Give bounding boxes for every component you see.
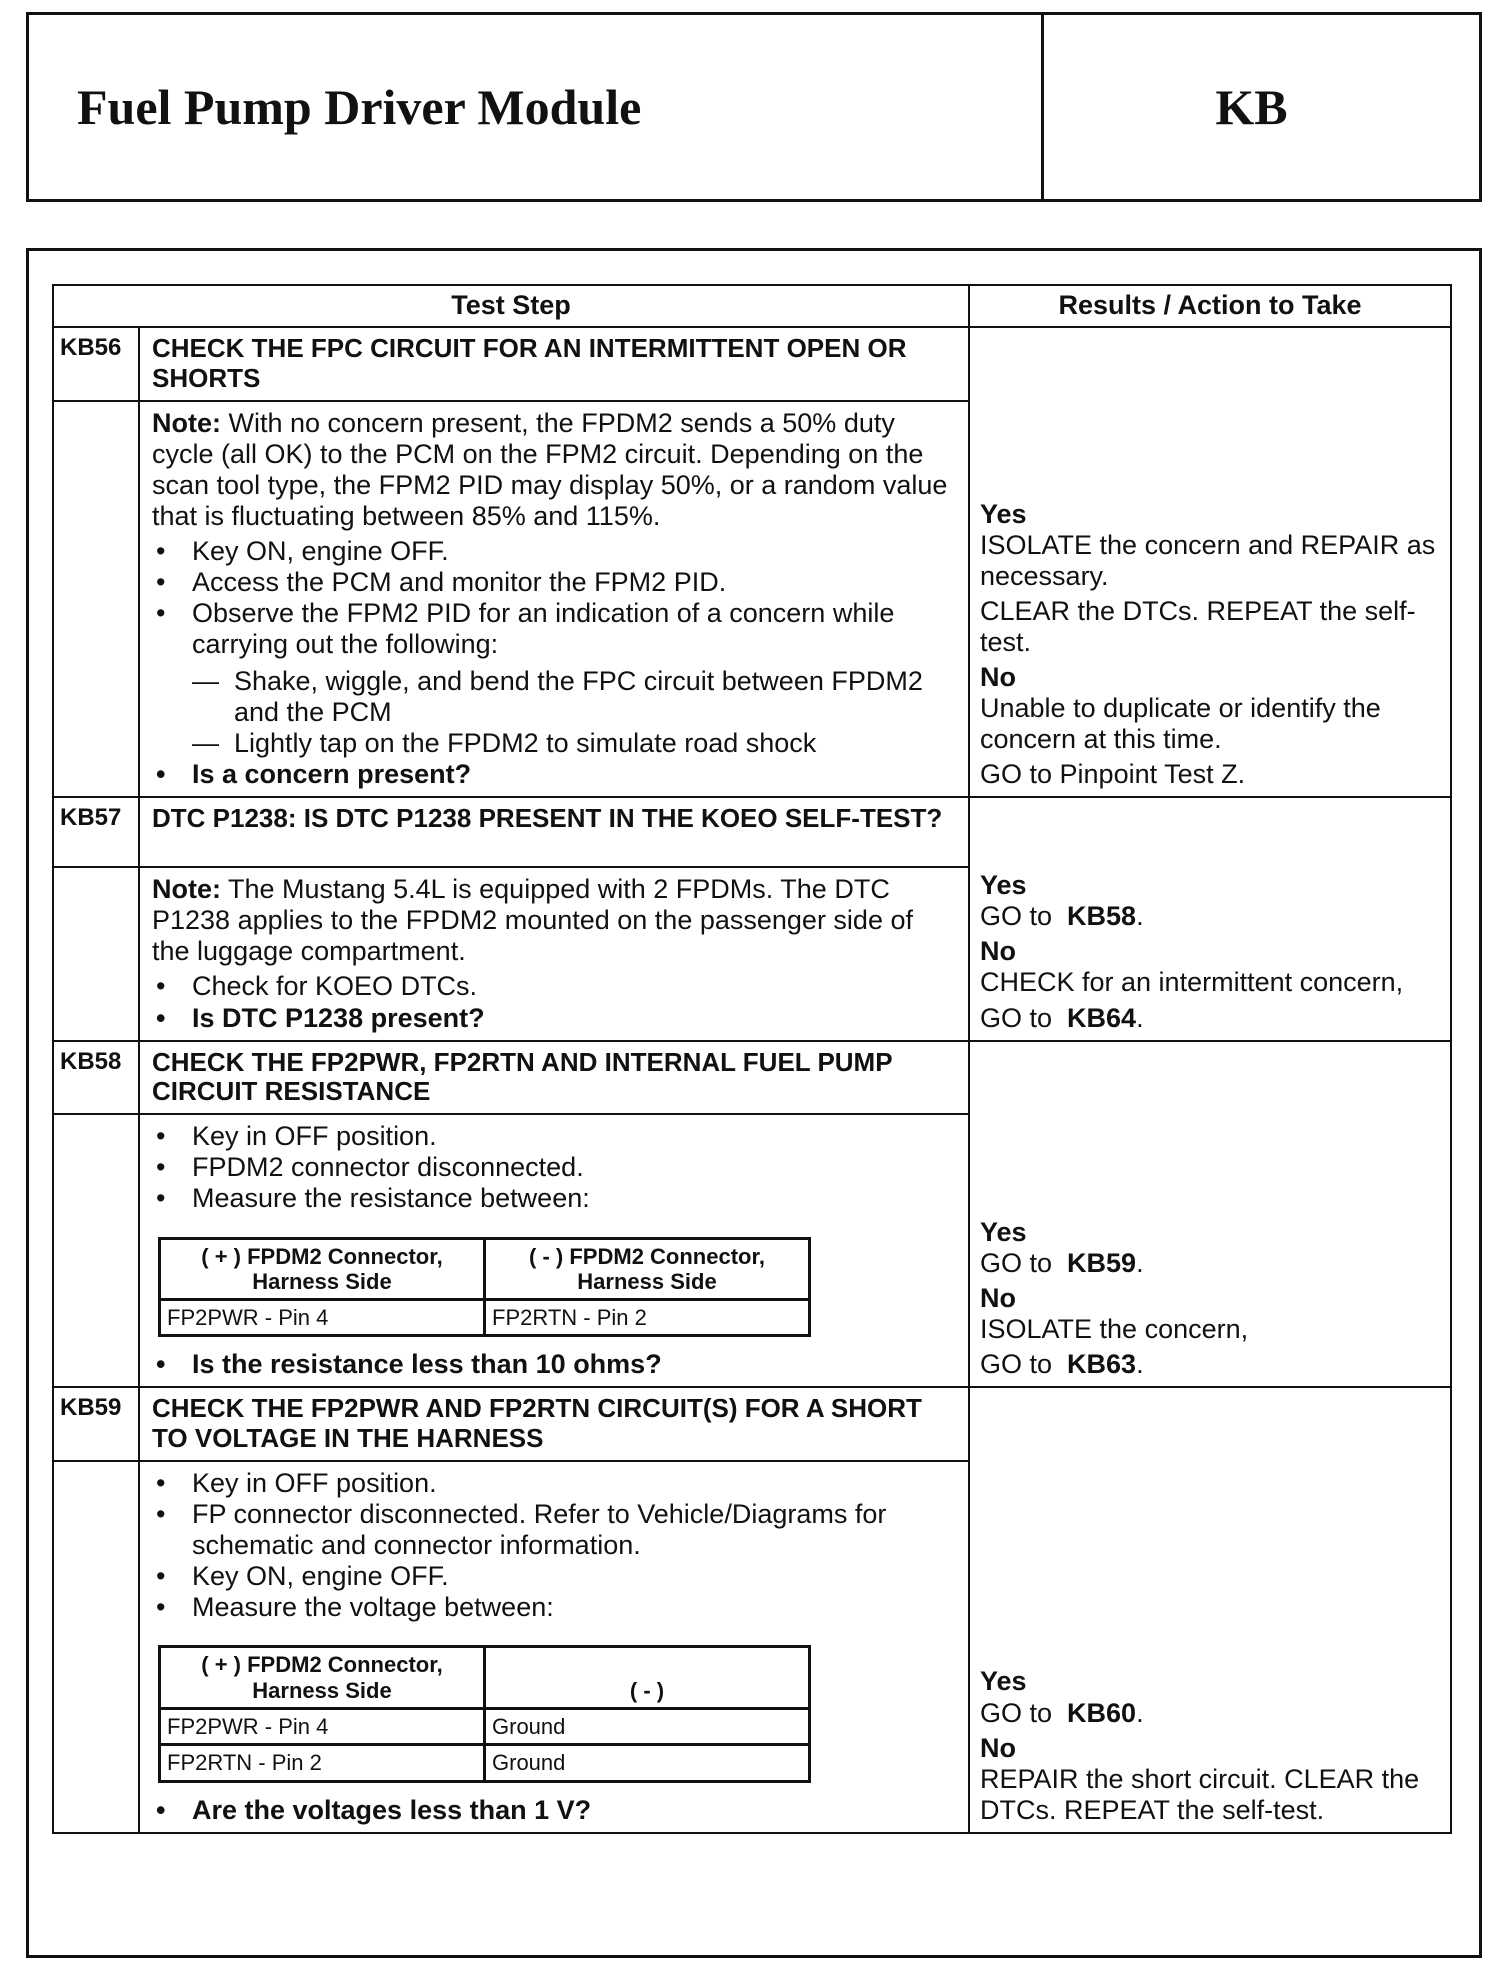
step-ref-link[interactable]: KB59	[1067, 1248, 1137, 1279]
step-id: KB59	[53, 1387, 139, 1461]
measurement-row	[160, 1300, 810, 1336]
step-title-row	[53, 327, 1451, 401]
step-title: CHECK THE FPC CIRCUIT FOR AN INTERMITTENT OPEN OR SHORTS	[139, 327, 969, 401]
step-id: KB57	[53, 797, 139, 867]
step-result: Yes GO to KB58. No CHECK for an intermittent concern, GO to KB64.	[969, 797, 1451, 1040]
result-yes-text: CLEAR the DTCs. REPEAT the self-test.	[980, 596, 1416, 658]
step-ref-link[interactable]: KB63	[1067, 1349, 1137, 1380]
step-question: • Is DTC P1238 present?	[152, 1003, 958, 1034]
result-no-text: REPAIR the short circuit. CLEAR the DTCs. REPEAT the self-test.	[980, 1763, 1420, 1825]
bullet-item: • Access the PCM and monitor the FPM2 PID.	[152, 567, 958, 598]
step-ref-link[interactable]: KB58	[1067, 901, 1137, 932]
measurement-cell: FP2PWR - Pin 4	[160, 1709, 485, 1745]
step-bullets	[152, 1121, 958, 1214]
step-bullets	[152, 536, 958, 660]
step-note	[152, 874, 958, 967]
result-no-label: No	[980, 936, 1016, 967]
bullet-item: • Check for KOEO DTCs.	[152, 971, 958, 1002]
measurement-header: ( + ) FPDM2 Connector, Harness Side	[160, 1238, 485, 1300]
bullet-item: • Key ON, engine OFF.	[152, 536, 958, 567]
result-no-label: No	[980, 1732, 1016, 1763]
page-title: Fuel Pump Driver Module	[29, 15, 1044, 199]
bullet-item: • Key in OFF position.	[152, 1121, 958, 1152]
result-no-text: CHECK for an intermittent concern,	[980, 967, 1404, 998]
col-header-results: Results / Action to Take	[969, 285, 1451, 327]
col-header-test-step: Test Step	[53, 285, 969, 327]
step-ref-link[interactable]: KB60	[1067, 1697, 1137, 1728]
result-yes-label: Yes	[980, 870, 1027, 901]
result-no-text: GO to Pinpoint Test Z.	[980, 759, 1246, 790]
result-no-text: GO to	[980, 1349, 1053, 1380]
measurement-row	[160, 1745, 810, 1781]
step-title-row	[53, 1387, 1451, 1461]
dash-item: — Shake, wiggle, and bend the FPC circuit between FPDM2 and the PCM	[152, 666, 958, 728]
step-id: KB58	[53, 1041, 139, 1115]
step-body	[139, 1114, 969, 1387]
dash-item: — Lightly tap on the FPDM2 to simulate road shock	[152, 728, 958, 759]
step-result: Yes GO to KB59. No ISOLATE the concern, GO to KB63.	[969, 1041, 1451, 1388]
section-code: KB	[1215, 79, 1288, 135]
result-no-text: GO to	[980, 1002, 1053, 1033]
note-label: Note:	[152, 874, 221, 905]
step-title: CHECK THE FP2PWR, FP2RTN AND INTERNAL FUEL PUMP CIRCUIT RESISTANCE	[139, 1041, 969, 1115]
result-yes-label: Yes	[980, 1217, 1027, 1248]
result-yes-label: Yes	[980, 498, 1027, 529]
measurement-table	[158, 1237, 811, 1338]
step-title-row	[53, 1041, 1451, 1115]
result-yes-text: ISOLATE the concern and REPAIR as necessary.	[980, 529, 1436, 592]
step-result: Yes GO to KB60. No REPAIR the short circuit. CLEAR the DTCs. REPEAT the self-test.	[969, 1387, 1451, 1832]
step-question: • Are the voltages less than 1 V?	[152, 1795, 958, 1826]
step-ref-link[interactable]: KB64	[1067, 1002, 1137, 1033]
bullet-item: • Measure the resistance between:	[152, 1183, 958, 1214]
measurement-cell: Ground	[485, 1709, 810, 1745]
step-id: KB56	[53, 327, 139, 401]
result-yes-label: Yes	[980, 1666, 1027, 1697]
table-header-row	[53, 285, 1451, 327]
page-header	[26, 12, 1482, 202]
result-yes-text: GO to	[980, 901, 1053, 932]
note-text: With no concern present, the FPDM2 sends a 50% duty cycle (all OK) to the PCM on the FPM2 circuit. Depending on the scan tool type, the FPM2 PID may display 50%, or a random value that is fluctuating between 85% and 115%.	[152, 407, 948, 531]
bullet-item: • Key ON, engine OFF.	[152, 1561, 958, 1592]
step-body	[139, 401, 969, 798]
note-label: Note:	[152, 407, 221, 438]
measurement-header: ( + ) FPDM2 Connector, Harness Side	[160, 1647, 485, 1709]
step-result	[969, 327, 1451, 797]
result-no-text: Unable to duplicate or identify the concern at this time.	[980, 693, 1381, 755]
step-body	[139, 867, 969, 1040]
measurement-header: ( - ) FPDM2 Connector, Harness Side	[485, 1238, 810, 1300]
measurement-cell: Ground	[485, 1745, 810, 1781]
result-yes-text: GO to	[980, 1697, 1053, 1728]
step-bullets	[152, 971, 958, 1033]
test-step-table	[52, 284, 1452, 1834]
bullet-item: • FPDM2 connector disconnected.	[152, 1152, 958, 1183]
bullet-item: • Measure the voltage between:	[152, 1592, 958, 1623]
step-title: CHECK THE FP2PWR AND FP2RTN CIRCUIT(S) FOR A SHORT TO VOLTAGE IN THE HARNESS	[139, 1387, 969, 1461]
step-sub-bullets	[152, 666, 958, 759]
result-yes-text: GO to	[980, 1248, 1053, 1279]
measurement-cell: FP2PWR - Pin 4	[160, 1300, 485, 1336]
measurement-header: ( - )	[485, 1647, 810, 1709]
measurement-table	[158, 1645, 811, 1782]
result-no-label: No	[980, 1283, 1016, 1314]
result-no-label: No	[980, 662, 1016, 693]
bullet-item: • Key in OFF position.	[152, 1468, 958, 1499]
measurement-cell: FP2RTN - Pin 2	[485, 1300, 810, 1336]
step-question: • Is a concern present?	[152, 759, 958, 790]
measurement-row	[160, 1709, 810, 1745]
step-title: DTC P1238: IS DTC P1238 PRESENT IN THE KOEO SELF-TEST?	[139, 797, 969, 867]
measurement-cell: FP2RTN - Pin 2	[160, 1745, 485, 1781]
bullet-item: • Observe the FPM2 PID for an indication of a concern while carrying out the following:	[152, 598, 958, 660]
step-bullets	[152, 1468, 958, 1623]
step-question: • Is the resistance less than 10 ohms?	[152, 1349, 958, 1380]
bullet-item: • FP connector disconnected. Refer to Vehicle/Diagrams for schematic and connector information.	[152, 1499, 958, 1561]
step-note	[152, 408, 958, 532]
result-no-text: ISOLATE the concern,	[980, 1314, 1249, 1345]
step-body	[139, 1461, 969, 1832]
step-title-row	[53, 797, 1451, 867]
note-text: The Mustang 5.4L is equipped with 2 FPDMs. The DTC P1238 applies to the FPDM2 mounted on the passenger side of the luggage compartment.	[152, 874, 913, 967]
